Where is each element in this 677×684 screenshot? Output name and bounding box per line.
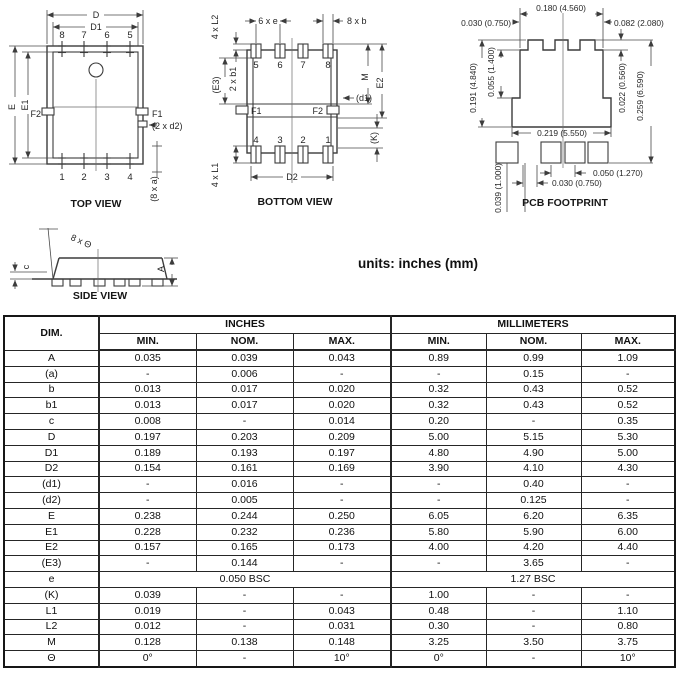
dim-label: A <box>4 350 99 366</box>
pcb-dim-left-outer: 0.191 (4.840) <box>468 63 478 113</box>
pin-number: 4 <box>127 172 133 183</box>
dim-label: E2 <box>4 540 99 556</box>
dim-label: Θ <box>4 651 99 667</box>
dim-value: 4.30 <box>581 461 675 477</box>
dim-value: 0.52 <box>581 382 675 398</box>
pcb-dim-pad-pitch: 0.050 (1.270) <box>593 168 643 178</box>
dim-value: 0.169 <box>293 461 391 477</box>
pin-number: 1 <box>325 135 331 146</box>
pcb-dim-top-right: 0.082 (2.080) <box>614 18 664 28</box>
dim-value: 6.05 <box>391 508 486 524</box>
dim-label-k: (K) <box>369 132 379 144</box>
pin-number: 7 <box>81 30 87 41</box>
dim-value: 4.00 <box>391 540 486 556</box>
dim-value: 0.250 <box>293 508 391 524</box>
pcb-footprint-drawing <box>435 0 677 215</box>
col-header-max-mm: MAX. <box>581 333 675 350</box>
dim-value: 0° <box>391 651 486 667</box>
dim-value: 6.20 <box>486 508 581 524</box>
dim-value: 10° <box>293 651 391 667</box>
dim-value: - <box>196 619 293 635</box>
dim-label-4xl2: 4 x L2 <box>210 14 220 40</box>
col-group-inches: INCHES <box>99 316 391 333</box>
dim-label-6xe: 6 x e <box>258 16 278 26</box>
table-row <box>4 493 675 509</box>
table-header-sub-row <box>4 333 675 350</box>
dim-value: - <box>391 477 486 493</box>
units-note: units: inches (mm) <box>358 256 479 271</box>
dim-value: 0.019 <box>99 603 196 619</box>
dim-value: 3.75 <box>581 635 675 651</box>
dim-value: 0.031 <box>293 619 391 635</box>
dim-value: 0.014 <box>293 414 391 430</box>
dim-value: - <box>486 651 581 667</box>
dim-value: 5.30 <box>581 429 675 445</box>
col-header-max-in: MAX. <box>293 333 391 350</box>
dim-value: 0.197 <box>293 445 391 461</box>
dim-label-a: A <box>156 265 166 273</box>
bottom-view-drawing <box>205 0 435 215</box>
dim-value: 0.125 <box>486 493 581 509</box>
dim-label-d1: D1 <box>90 22 102 32</box>
dim-value: 0.232 <box>196 524 293 540</box>
dim-value: - <box>486 603 581 619</box>
dim-label: (E3) <box>4 556 99 572</box>
dim-value: 0.043 <box>293 603 391 619</box>
table-row <box>4 445 675 461</box>
table-row <box>4 540 675 556</box>
table-row <box>4 350 675 366</box>
pcb-dim-left-inner: 0.055 (1.400) <box>486 47 496 97</box>
dim-value: - <box>581 477 675 493</box>
dim-label: (K) <box>4 587 99 603</box>
dim-value: 5.90 <box>486 524 581 540</box>
dim-value: 0.32 <box>391 382 486 398</box>
dim-value: 0.20 <box>391 414 486 430</box>
dim-value: 0.128 <box>99 635 196 651</box>
dim-value: 0.013 <box>99 382 196 398</box>
dim-label-f1: F1 <box>152 109 163 119</box>
dim-value: 0.017 <box>196 382 293 398</box>
dim-value: 0.209 <box>293 429 391 445</box>
table-row <box>4 429 675 445</box>
pcb-dim-mid: 0.219 (5.550) <box>537 128 587 138</box>
dim-table-body <box>4 350 675 667</box>
dim-value: 0.013 <box>99 398 196 414</box>
table-row <box>4 619 675 635</box>
table-header-group-row <box>4 316 675 333</box>
dim-value: 6.35 <box>581 508 675 524</box>
dim-label-8xb: 8 x b <box>347 16 367 26</box>
dim-value: 0.039 <box>196 350 293 366</box>
dim-value: 0° <box>99 651 196 667</box>
pcb-dim-top: 0.180 (4.560) <box>536 3 586 13</box>
dim-value: 4.10 <box>486 461 581 477</box>
pin-number: 5 <box>253 60 259 71</box>
dim-value: 0.189 <box>99 445 196 461</box>
pcb-dim-bottom: 0.030 (0.750) <box>552 178 602 188</box>
dim-value: - <box>99 477 196 493</box>
col-header-nom-mm: NOM. <box>486 333 581 350</box>
dim-value: 0.144 <box>196 556 293 572</box>
dim-label-c: c <box>21 264 31 270</box>
dim-value: 6.00 <box>581 524 675 540</box>
dim-value: 0.035 <box>99 350 196 366</box>
dim-label-f1: F1 <box>251 106 262 116</box>
dim-label: (d2) <box>4 493 99 509</box>
dim-value: 0.161 <box>196 461 293 477</box>
dimension-table <box>3 315 676 668</box>
dim-value: - <box>391 556 486 572</box>
dim-value-span: 1.27 BSC <box>391 572 675 588</box>
dim-value: 4.80 <box>391 445 486 461</box>
dim-value: 0.30 <box>391 619 486 635</box>
pcb-dim-pad-width: 0.039 (1.000) <box>493 163 503 213</box>
table-row <box>4 603 675 619</box>
dim-value: - <box>196 651 293 667</box>
dim-label: E <box>4 508 99 524</box>
dim-value: - <box>293 493 391 509</box>
dim-value: 0.43 <box>486 398 581 414</box>
top-view-body <box>42 46 148 171</box>
table-row <box>4 366 675 382</box>
view-title-top: TOP VIEW <box>70 198 122 210</box>
dim-label-d: D <box>92 10 100 20</box>
dim-value: - <box>293 477 391 493</box>
table-row <box>4 587 675 603</box>
dim-value: - <box>391 493 486 509</box>
dim-value: 1.10 <box>581 603 675 619</box>
dim-value: 0.80 <box>581 619 675 635</box>
dim-value: 0.32 <box>391 398 486 414</box>
dim-value: 0.020 <box>293 398 391 414</box>
col-header-dim: DIM. <box>4 316 99 350</box>
dim-value: 0.228 <box>99 524 196 540</box>
dim-value: 3.50 <box>486 635 581 651</box>
dim-value: - <box>581 493 675 509</box>
table-row <box>4 461 675 477</box>
view-title-bottom: BOTTOM VIEW <box>257 196 333 208</box>
dim-value-span: 0.050 BSC <box>99 572 391 588</box>
pin-number: 8 <box>325 60 331 71</box>
dim-label-m: M <box>360 73 370 81</box>
dim-value: - <box>99 493 196 509</box>
dim-label: D2 <box>4 461 99 477</box>
dim-label: c <box>4 414 99 430</box>
side-view-body <box>32 228 177 292</box>
pcb-footprint-pads <box>496 13 611 168</box>
dim-label: e <box>4 572 99 588</box>
table-row <box>4 556 675 572</box>
pcb-dim-right-outer: 0.259 (6.590) <box>635 71 645 121</box>
dim-value: 3.25 <box>391 635 486 651</box>
dim-label-e2: E2 <box>375 77 385 89</box>
dim-value: 4.20 <box>486 540 581 556</box>
dim-value: 3.65 <box>486 556 581 572</box>
dim-value: 0.020 <box>293 382 391 398</box>
dim-value: 4.90 <box>486 445 581 461</box>
dim-label-2xb1: 2 x b1 <box>228 66 238 92</box>
dim-value: 0.197 <box>99 429 196 445</box>
dim-label-e: E <box>7 103 17 111</box>
dim-value: 0.017 <box>196 398 293 414</box>
dim-value: - <box>293 366 391 382</box>
note-8xa: (8 x a) <box>149 176 159 202</box>
dim-label: D <box>4 429 99 445</box>
dim-value: - <box>581 556 675 572</box>
dim-value: 0.157 <box>99 540 196 556</box>
dim-label-f2: F2 <box>30 109 41 119</box>
dim-value: 0.165 <box>196 540 293 556</box>
pin-number: 4 <box>253 135 259 146</box>
dim-value: 5.00 <box>391 429 486 445</box>
dim-label: L1 <box>4 603 99 619</box>
table-row <box>4 524 675 540</box>
dim-value: - <box>196 587 293 603</box>
dim-label: D1 <box>4 445 99 461</box>
note-2xd2: (2 x d2) <box>152 121 183 131</box>
dim-label-e3: (E3) <box>211 76 221 94</box>
dim-value: - <box>486 587 581 603</box>
dim-label-f2: F2 <box>312 106 323 116</box>
dim-value: 0.99 <box>486 350 581 366</box>
dim-label: (d1) <box>4 477 99 493</box>
dim-value: 4.40 <box>581 540 675 556</box>
dim-value: - <box>99 366 196 382</box>
dim-value: 1.09 <box>581 350 675 366</box>
dim-value: - <box>293 556 391 572</box>
dim-value: 0.52 <box>581 398 675 414</box>
table-row <box>4 508 675 524</box>
dim-label: M <box>4 635 99 651</box>
table-row <box>4 477 675 493</box>
dim-label-angle: 8 x Θ <box>69 232 94 251</box>
dim-value: 0.154 <box>99 461 196 477</box>
pin-number: 7 <box>300 60 306 71</box>
dim-value: 5.15 <box>486 429 581 445</box>
dim-value: 5.80 <box>391 524 486 540</box>
pcb-dim-top-left: 0.030 (0.750) <box>461 18 511 28</box>
dim-value: 0.043 <box>293 350 391 366</box>
dim-value: - <box>196 414 293 430</box>
dim-label-4xl1: 4 x L1 <box>210 162 220 188</box>
dim-value: 0.244 <box>196 508 293 524</box>
pin-number: 6 <box>277 60 283 71</box>
dim-value: 0.148 <box>293 635 391 651</box>
pcb-dim-right-inner: 0.022 (0.560) <box>617 63 627 113</box>
dim-value: - <box>486 619 581 635</box>
dim-value: 0.15 <box>486 366 581 382</box>
dim-value: - <box>486 414 581 430</box>
dim-value: 0.173 <box>293 540 391 556</box>
dim-value: 0.039 <box>99 587 196 603</box>
col-header-min-in: MIN. <box>99 333 196 350</box>
pin-number: 2 <box>81 172 87 183</box>
dim-label: L2 <box>4 619 99 635</box>
pin-number: 3 <box>104 172 110 183</box>
dim-value: 0.138 <box>196 635 293 651</box>
col-header-min-mm: MIN. <box>391 333 486 350</box>
dim-value: 0.43 <box>486 382 581 398</box>
dim-value: - <box>196 603 293 619</box>
dim-value: - <box>581 587 675 603</box>
table-row <box>4 651 675 667</box>
table-row <box>4 635 675 651</box>
pin-number: 8 <box>59 30 65 41</box>
table-row <box>4 398 675 414</box>
dim-value: - <box>581 366 675 382</box>
dim-value: 3.90 <box>391 461 486 477</box>
dim-value: 0.203 <box>196 429 293 445</box>
dim-value: 0.238 <box>99 508 196 524</box>
side-view-drawing <box>2 222 212 310</box>
dim-value: 0.89 <box>391 350 486 366</box>
pin-number: 5 <box>127 30 133 41</box>
note-d1: (d1) <box>356 93 373 103</box>
dim-value: 10° <box>581 651 675 667</box>
view-title-pcb: PCB FOOTPRINT <box>522 197 608 209</box>
dim-label: b1 <box>4 398 99 414</box>
dim-value: 0.48 <box>391 603 486 619</box>
col-group-millimeters: MILLIMETERS <box>391 316 675 333</box>
dim-value: - <box>99 556 196 572</box>
table-row <box>4 572 675 588</box>
dim-value: 0.006 <box>196 366 293 382</box>
dim-label-d2: D2 <box>286 172 298 182</box>
pin-number: 3 <box>277 135 283 146</box>
dim-value: - <box>293 587 391 603</box>
dim-value: 5.00 <box>581 445 675 461</box>
pin-number: 6 <box>104 30 110 41</box>
dim-value: - <box>391 366 486 382</box>
dim-value: 0.005 <box>196 493 293 509</box>
dim-value: 0.008 <box>99 414 196 430</box>
dim-label-e1: E1 <box>20 99 30 111</box>
pin-number: 2 <box>300 135 306 146</box>
dim-value: 0.012 <box>99 619 196 635</box>
dim-value: 0.40 <box>486 477 581 493</box>
dim-value: 0.236 <box>293 524 391 540</box>
dim-value: 0.35 <box>581 414 675 430</box>
top-view-drawing <box>0 0 212 215</box>
col-header-nom-in: NOM. <box>196 333 293 350</box>
view-title-side: SIDE VIEW <box>72 290 128 302</box>
dim-label: E1 <box>4 524 99 540</box>
dim-label: b <box>4 382 99 398</box>
table-row <box>4 382 675 398</box>
pin-number: 1 <box>59 172 65 183</box>
dim-value: 0.193 <box>196 445 293 461</box>
dim-label: (a) <box>4 366 99 382</box>
dim-value: 0.016 <box>196 477 293 493</box>
dim-value: 1.00 <box>391 587 486 603</box>
table-row <box>4 414 675 430</box>
